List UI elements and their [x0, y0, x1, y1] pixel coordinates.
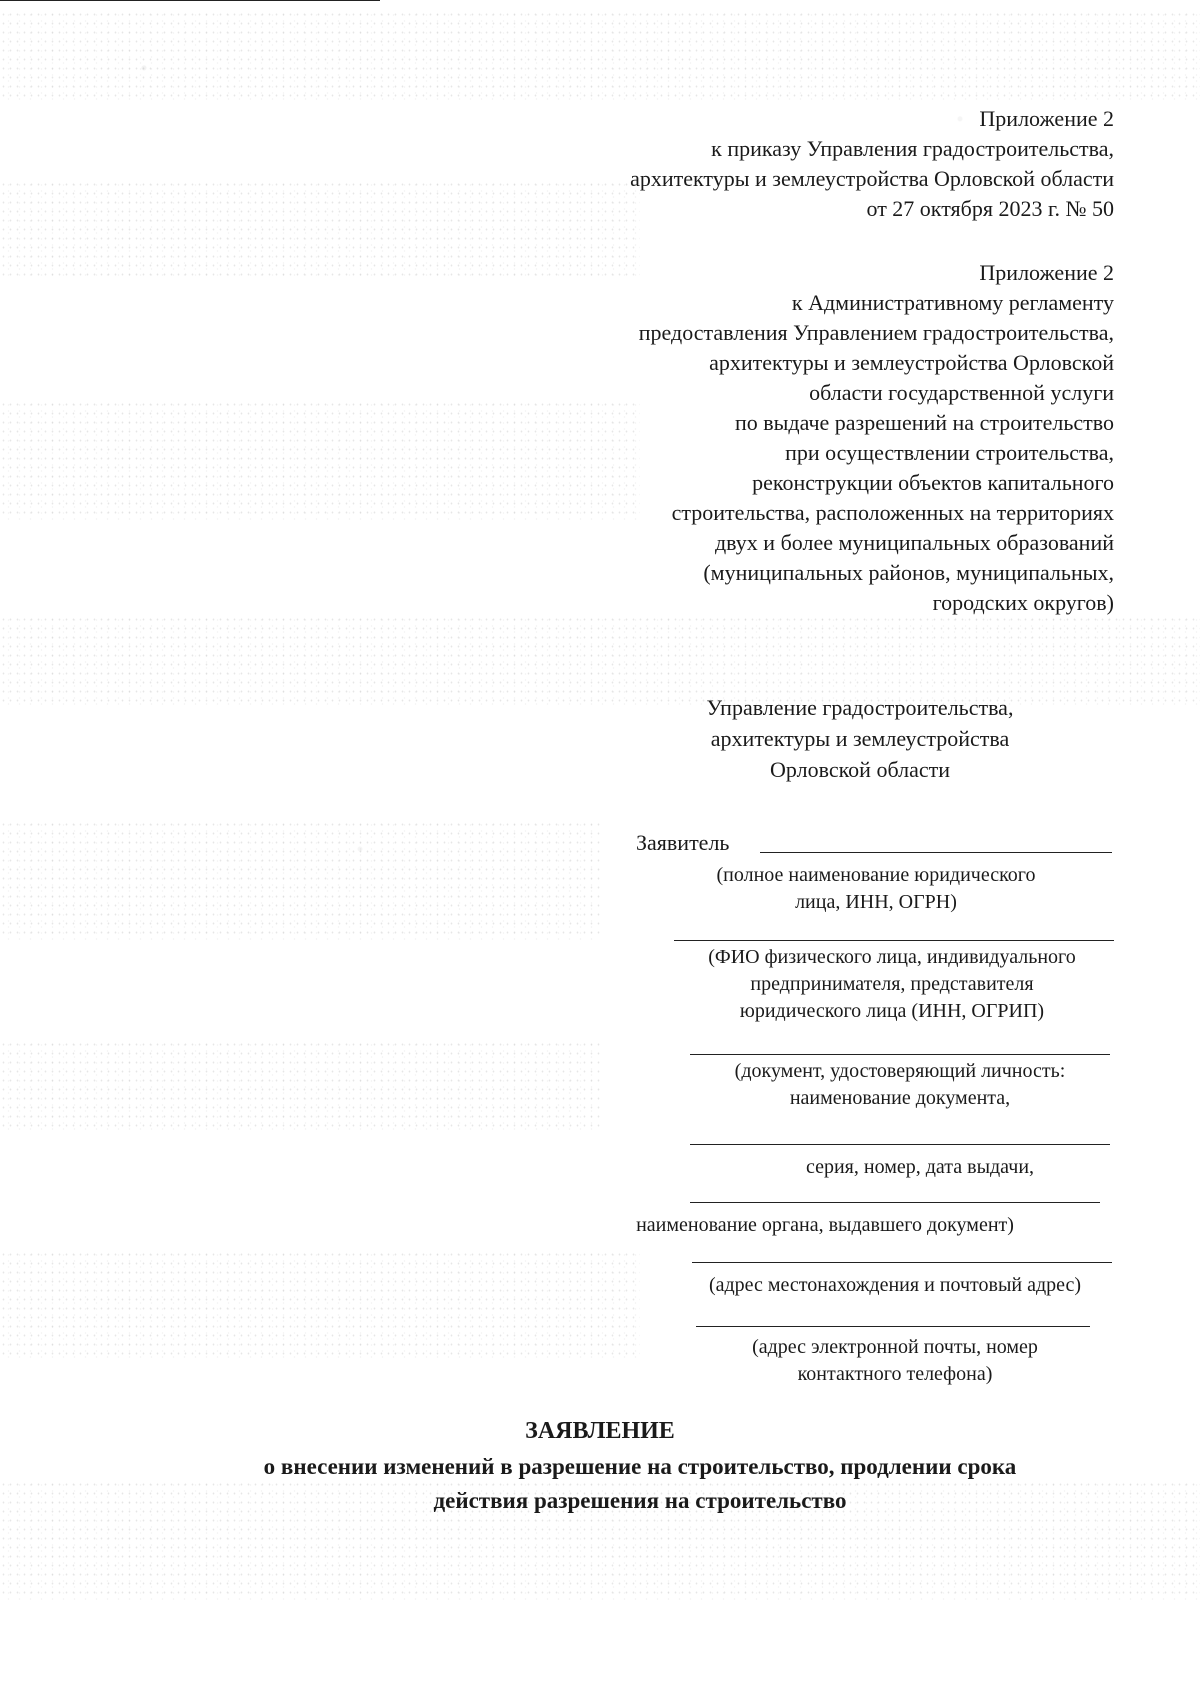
- contacts-caption: [690, 1334, 1100, 1388]
- appendix-regulation-line: архитектуры и землеустройства Орловской: [709, 350, 1114, 375]
- appendix-regulation-line: строительства, расположенных на территориях: [671, 500, 1114, 525]
- caption-line: (документ, удостоверяющий личность:: [734, 1060, 1066, 1082]
- caption-line: предпринимателя, представителя: [750, 973, 1034, 995]
- id-document-line[interactable]: [690, 1054, 1110, 1055]
- scan-noise-left-2: [0, 400, 640, 520]
- caption-line: контактного телефона): [797, 1363, 993, 1385]
- appendix-order-line: архитектуры и землеустройства Орловской области: [630, 166, 1114, 191]
- appendix-order-line: от 27 октября 2023 г. № 50: [866, 196, 1114, 221]
- appendix-regulation-line: области государственной услуги: [809, 380, 1114, 405]
- address-line[interactable]: [692, 1262, 1112, 1263]
- address-caption: [660, 1272, 1130, 1299]
- caption-line: (адрес электронной почты, номер: [752, 1336, 1038, 1358]
- appendix-regulation-line: к Административному регламенту: [791, 290, 1114, 315]
- appendix-regulation-line: по выдаче разрешений на строительство: [734, 410, 1114, 435]
- caption-line: наименование документа,: [789, 1087, 1011, 1109]
- appendix-regulation-line: при осуществлении строительства,: [785, 440, 1114, 465]
- individual-name-line[interactable]: [674, 940, 1114, 941]
- statement-subtitle-line: о внесении изменений в разрешение на строительство, продлении срока: [263, 1454, 1017, 1479]
- scan-noise-top: [0, 10, 1200, 100]
- scan-noise-left-1: [0, 180, 640, 280]
- appendix-regulation-block: [639, 258, 1114, 618]
- appendix-regulation-line: двух и более муниципальных образований: [714, 530, 1114, 555]
- legal-entity-caption: [676, 862, 1076, 916]
- applicant-name-line[interactable]: [760, 852, 1112, 853]
- caption-line: серия, номер, дата выдачи,: [805, 1156, 1035, 1178]
- issuer-line[interactable]: [690, 1202, 1100, 1203]
- caption-line: (полное наименование юридического: [716, 864, 1036, 886]
- recipient-block: [640, 692, 1080, 785]
- scan-noise-left-4: [0, 1040, 600, 1130]
- recipient-line: Управление градостроительства,: [706, 695, 1014, 720]
- series-caption: [700, 1154, 1140, 1181]
- id-document-caption: [680, 1058, 1120, 1112]
- appendix-regulation-line: реконструкции объектов капитального: [752, 470, 1114, 495]
- statement-title: ЗАЯВЛЕНИЕ: [525, 1418, 675, 1444]
- statement-subtitle-line: действия разрешения на строительство: [433, 1488, 847, 1513]
- appendix-regulation-line: предоставления Управлением градостроительства,: [638, 320, 1114, 345]
- issuer-caption: [580, 1212, 1070, 1239]
- scan-noise-left-5: [0, 1250, 640, 1360]
- appendix-regulation-line: Приложение 2: [979, 260, 1114, 285]
- contacts-line[interactable]: [696, 1326, 1090, 1327]
- scan-noise-left-3: [0, 820, 600, 940]
- applicant-label: Заявитель: [636, 830, 730, 855]
- scan-edge-line: [0, 0, 380, 1]
- appendix-regulation-line: (муниципальных районов, муниципальных,: [703, 560, 1114, 585]
- statement-subtitle: [150, 1450, 1130, 1518]
- caption-line: (ФИО физического лица, индивидуального: [708, 946, 1076, 968]
- caption-line: (адрес местонахождения и почтовый адрес): [708, 1274, 1082, 1296]
- caption-line: юридического лица (ИНН, ОГРИП): [739, 1000, 1045, 1022]
- appendix-order-line: к приказу Управления градостроительства,: [711, 136, 1114, 161]
- appendix-order-line: Приложение 2: [979, 106, 1114, 131]
- appendix-order-block: [630, 104, 1114, 224]
- series-line[interactable]: [690, 1144, 1110, 1145]
- recipient-line: архитектуры и землеустройства: [710, 726, 1010, 751]
- individual-caption: [664, 944, 1120, 1025]
- caption-line: наименование органа, выдавшего документ): [636, 1214, 1014, 1236]
- appendix-regulation-line: городских округов): [932, 590, 1114, 615]
- recipient-line: Орловской области: [770, 757, 950, 782]
- caption-line: лица, ИНН, ОГРН): [795, 891, 957, 913]
